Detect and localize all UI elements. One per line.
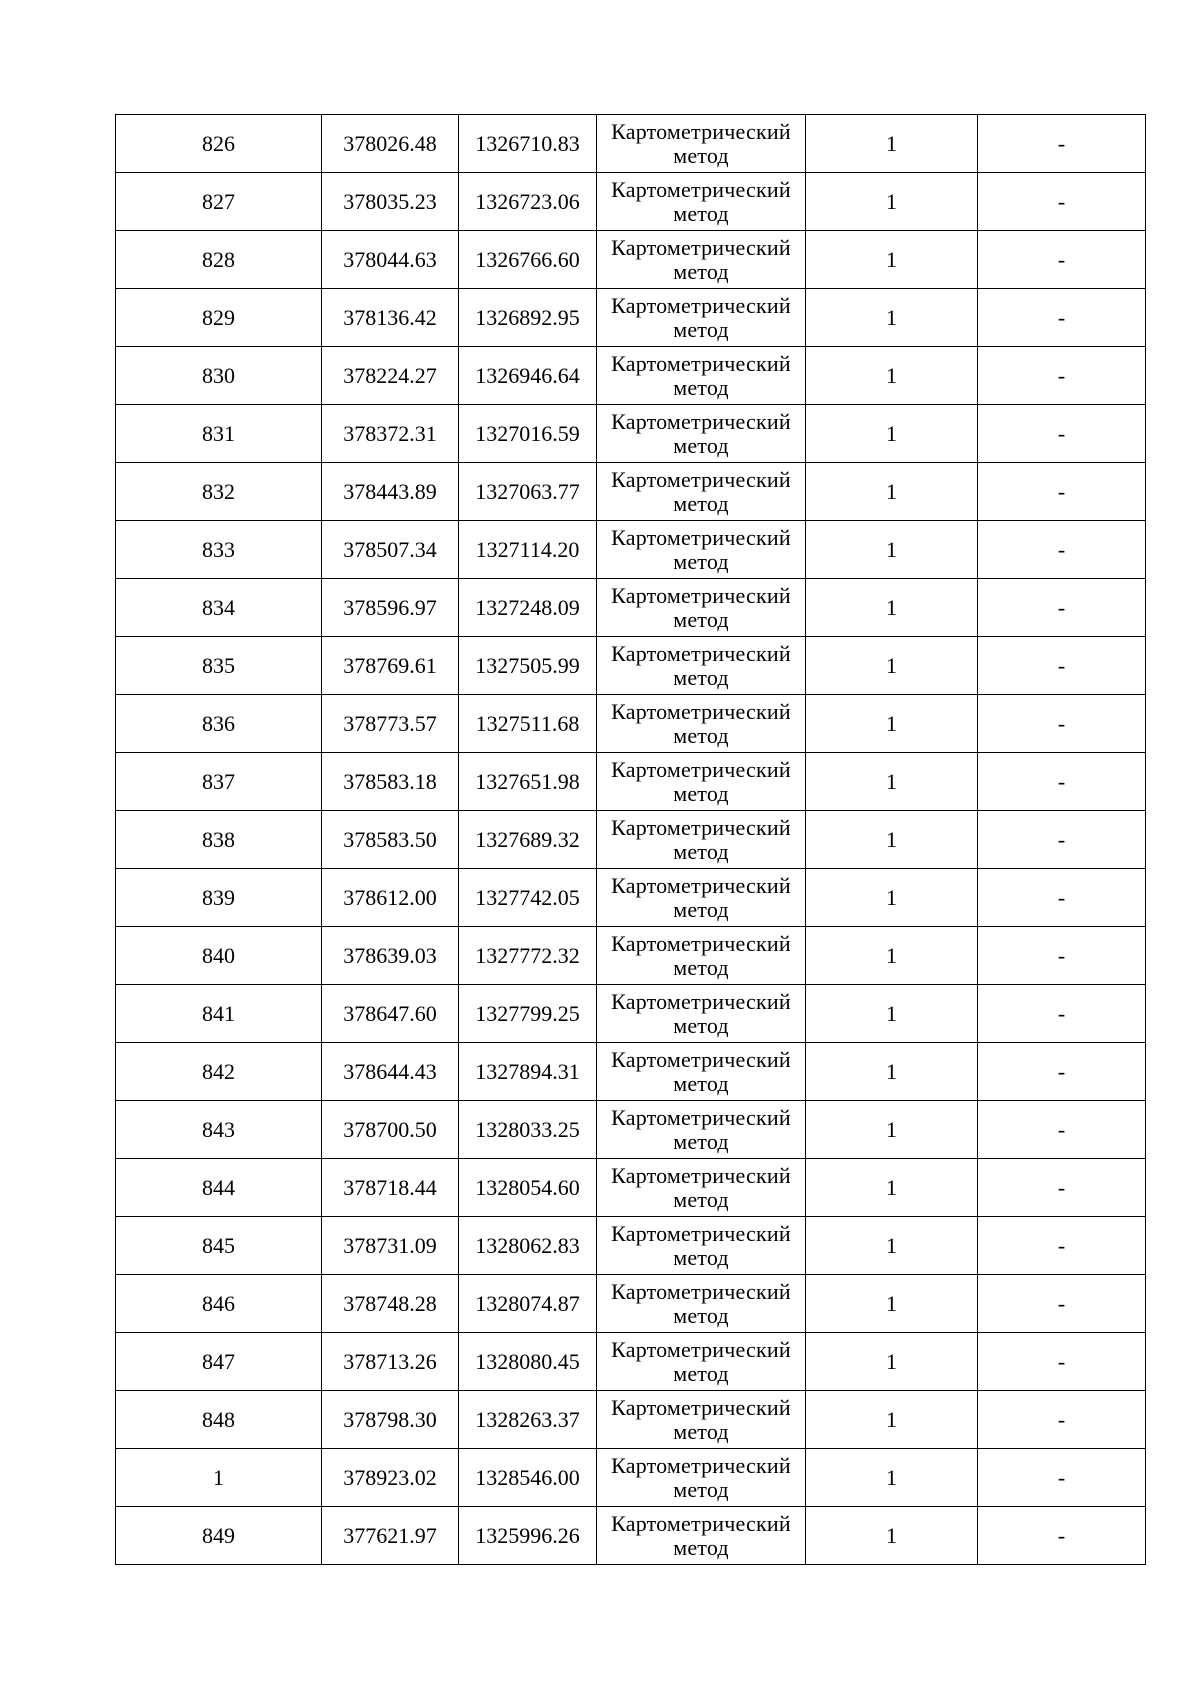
point-number-cell: 846 <box>116 1275 322 1333</box>
table-row <box>116 1333 1146 1391</box>
accuracy-cell: 1 <box>806 1217 978 1275</box>
y-coordinate-cell: 1327742.05 <box>459 869 597 927</box>
y-coordinate-cell: 1328033.25 <box>459 1101 597 1159</box>
method-line-1: Картометрический <box>611 814 791 840</box>
table-row <box>116 1275 1146 1333</box>
y-coordinate-cell: 1327894.31 <box>459 1043 597 1101</box>
point-number-cell: 843 <box>116 1101 322 1159</box>
method-cell <box>597 1275 806 1333</box>
method-cell <box>597 1333 806 1391</box>
point-number-cell: 836 <box>116 695 322 753</box>
method-line-1: Картометрический <box>611 930 791 956</box>
y-coordinate-cell: 1327114.20 <box>459 521 597 579</box>
table-row <box>116 695 1146 753</box>
method-line-1: Картометрический <box>611 872 791 898</box>
table-row <box>116 231 1146 289</box>
accuracy-cell: 1 <box>806 521 978 579</box>
method-line-2: метод <box>673 1244 729 1270</box>
table-row <box>116 521 1146 579</box>
note-cell: - <box>978 1101 1146 1159</box>
method-line-2: метод <box>673 1128 729 1154</box>
x-coordinate-cell: 377621.97 <box>322 1507 459 1565</box>
method-line-1: Картометрический <box>611 1046 791 1072</box>
method-line-2: метод <box>673 722 729 748</box>
note-cell: - <box>978 985 1146 1043</box>
x-coordinate-cell: 378773.57 <box>322 695 459 753</box>
accuracy-cell: 1 <box>806 753 978 811</box>
x-coordinate-cell: 378035.23 <box>322 173 459 231</box>
method-line-1: Картометрический <box>611 524 791 550</box>
method-cell <box>597 1449 806 1507</box>
method-line-1: Картометрический <box>611 1220 791 1246</box>
table-row <box>116 1043 1146 1101</box>
method-line-1: Картометрический <box>611 756 791 782</box>
x-coordinate-cell: 378136.42 <box>322 289 459 347</box>
method-line-1: Картометрический <box>611 292 791 318</box>
accuracy-cell: 1 <box>806 579 978 637</box>
x-coordinate-cell: 378639.03 <box>322 927 459 985</box>
point-number-cell: 826 <box>116 115 322 173</box>
table-row <box>116 637 1146 695</box>
note-cell: - <box>978 753 1146 811</box>
point-number-cell: 835 <box>116 637 322 695</box>
note-cell: - <box>978 579 1146 637</box>
note-cell: - <box>978 1159 1146 1217</box>
point-number-cell: 831 <box>116 405 322 463</box>
table-row <box>116 811 1146 869</box>
method-line-1: Картометрический <box>611 1394 791 1420</box>
method-cell <box>597 695 806 753</box>
method-cell <box>597 1217 806 1275</box>
y-coordinate-cell: 1327689.32 <box>459 811 597 869</box>
table-row <box>116 405 1146 463</box>
table-row <box>116 1507 1146 1565</box>
y-coordinate-cell: 1327016.59 <box>459 405 597 463</box>
method-line-2: метод <box>673 316 729 342</box>
method-cell <box>597 1101 806 1159</box>
note-cell: - <box>978 173 1146 231</box>
table-row <box>116 347 1146 405</box>
point-number-cell: 847 <box>116 1333 322 1391</box>
method-line-1: Картометрический <box>611 640 791 666</box>
table-row <box>116 1101 1146 1159</box>
method-line-1: Картометрический <box>611 1510 791 1536</box>
method-cell <box>597 289 806 347</box>
method-line-1: Картометрический <box>611 582 791 608</box>
y-coordinate-cell: 1327505.99 <box>459 637 597 695</box>
method-line-1: Картометрический <box>611 408 791 434</box>
method-cell <box>597 1159 806 1217</box>
point-number-cell: 848 <box>116 1391 322 1449</box>
note-cell: - <box>978 1507 1146 1565</box>
x-coordinate-cell: 378748.28 <box>322 1275 459 1333</box>
note-cell: - <box>978 231 1146 289</box>
method-cell <box>597 173 806 231</box>
y-coordinate-cell: 1326946.64 <box>459 347 597 405</box>
point-number-cell: 828 <box>116 231 322 289</box>
point-number-cell: 837 <box>116 753 322 811</box>
accuracy-cell: 1 <box>806 115 978 173</box>
point-number-cell: 842 <box>116 1043 322 1101</box>
table-row <box>116 869 1146 927</box>
accuracy-cell: 1 <box>806 347 978 405</box>
method-cell <box>597 405 806 463</box>
table-row <box>116 173 1146 231</box>
x-coordinate-cell: 378224.27 <box>322 347 459 405</box>
accuracy-cell: 1 <box>806 1391 978 1449</box>
accuracy-cell: 1 <box>806 985 978 1043</box>
note-cell: - <box>978 1391 1146 1449</box>
table-row <box>116 463 1146 521</box>
table-row <box>116 1391 1146 1449</box>
note-cell: - <box>978 811 1146 869</box>
accuracy-cell: 1 <box>806 637 978 695</box>
method-cell <box>597 115 806 173</box>
method-line-1: Картометрический <box>611 466 791 492</box>
method-line-2: метод <box>673 954 729 980</box>
note-cell: - <box>978 521 1146 579</box>
note-cell: - <box>978 695 1146 753</box>
y-coordinate-cell: 1326723.06 <box>459 173 597 231</box>
accuracy-cell: 1 <box>806 1333 978 1391</box>
x-coordinate-cell: 378718.44 <box>322 1159 459 1217</box>
method-line-1: Картометрический <box>611 1336 791 1362</box>
y-coordinate-cell: 1327799.25 <box>459 985 597 1043</box>
y-coordinate-cell: 1326766.60 <box>459 231 597 289</box>
note-cell: - <box>978 289 1146 347</box>
point-number-cell: 830 <box>116 347 322 405</box>
accuracy-cell: 1 <box>806 1101 978 1159</box>
note-cell: - <box>978 347 1146 405</box>
y-coordinate-cell: 1326892.95 <box>459 289 597 347</box>
point-number-cell: 832 <box>116 463 322 521</box>
table-row <box>116 927 1146 985</box>
method-line-2: метод <box>673 490 729 516</box>
x-coordinate-cell: 378443.89 <box>322 463 459 521</box>
note-cell: - <box>978 115 1146 173</box>
method-line-1: Картометрический <box>611 1162 791 1188</box>
accuracy-cell: 1 <box>806 463 978 521</box>
point-number-cell: 829 <box>116 289 322 347</box>
table-row <box>116 115 1146 173</box>
y-coordinate-cell: 1328546.00 <box>459 1449 597 1507</box>
y-coordinate-cell: 1328074.87 <box>459 1275 597 1333</box>
x-coordinate-cell: 378731.09 <box>322 1217 459 1275</box>
method-cell <box>597 579 806 637</box>
method-cell <box>597 463 806 521</box>
method-line-2: метод <box>673 896 729 922</box>
accuracy-cell: 1 <box>806 289 978 347</box>
point-number-cell: 845 <box>116 1217 322 1275</box>
x-coordinate-cell: 378644.43 <box>322 1043 459 1101</box>
note-cell: - <box>978 927 1146 985</box>
method-line-2: метод <box>673 432 729 458</box>
method-cell <box>597 231 806 289</box>
y-coordinate-cell: 1326710.83 <box>459 115 597 173</box>
method-line-2: метод <box>673 1534 729 1560</box>
method-line-2: метод <box>673 1012 729 1038</box>
method-cell <box>597 1391 806 1449</box>
table-row <box>116 579 1146 637</box>
point-number-cell: 834 <box>116 579 322 637</box>
accuracy-cell: 1 <box>806 1043 978 1101</box>
table-row <box>116 985 1146 1043</box>
method-line-1: Картометрический <box>611 1104 791 1130</box>
method-cell <box>597 985 806 1043</box>
coordinates-table <box>115 114 1146 1565</box>
y-coordinate-cell: 1328080.45 <box>459 1333 597 1391</box>
x-coordinate-cell: 378713.26 <box>322 1333 459 1391</box>
x-coordinate-cell: 378583.50 <box>322 811 459 869</box>
point-number-cell: 844 <box>116 1159 322 1217</box>
note-cell: - <box>978 1449 1146 1507</box>
accuracy-cell: 1 <box>806 811 978 869</box>
point-number-cell: 838 <box>116 811 322 869</box>
method-line-2: метод <box>673 1476 729 1502</box>
accuracy-cell: 1 <box>806 173 978 231</box>
coordinates-table-body <box>116 115 1146 1565</box>
x-coordinate-cell: 378044.63 <box>322 231 459 289</box>
method-line-2: метод <box>673 1360 729 1386</box>
accuracy-cell: 1 <box>806 1507 978 1565</box>
method-line-2: метод <box>673 838 729 864</box>
point-number-cell: 839 <box>116 869 322 927</box>
x-coordinate-cell: 378596.97 <box>322 579 459 637</box>
note-cell: - <box>978 869 1146 927</box>
accuracy-cell: 1 <box>806 695 978 753</box>
method-line-2: метод <box>673 606 729 632</box>
accuracy-cell: 1 <box>806 1449 978 1507</box>
note-cell: - <box>978 1333 1146 1391</box>
method-line-2: метод <box>673 664 729 690</box>
point-number-cell: 827 <box>116 173 322 231</box>
method-line-2: метод <box>673 374 729 400</box>
y-coordinate-cell: 1328263.37 <box>459 1391 597 1449</box>
method-line-2: метод <box>673 1302 729 1328</box>
accuracy-cell: 1 <box>806 405 978 463</box>
accuracy-cell: 1 <box>806 1275 978 1333</box>
method-line-2: метод <box>673 1186 729 1212</box>
table-row <box>116 1159 1146 1217</box>
method-line-1: Картометрический <box>611 176 791 202</box>
x-coordinate-cell: 378923.02 <box>322 1449 459 1507</box>
method-line-1: Картометрический <box>611 698 791 724</box>
accuracy-cell: 1 <box>806 1159 978 1217</box>
method-line-1: Картометрический <box>611 118 791 144</box>
note-cell: - <box>978 1217 1146 1275</box>
point-number-cell: 840 <box>116 927 322 985</box>
y-coordinate-cell: 1327248.09 <box>459 579 597 637</box>
y-coordinate-cell: 1327772.32 <box>459 927 597 985</box>
note-cell: - <box>978 1043 1146 1101</box>
x-coordinate-cell: 378798.30 <box>322 1391 459 1449</box>
method-line-1: Картометрический <box>611 1278 791 1304</box>
accuracy-cell: 1 <box>806 927 978 985</box>
method-cell <box>597 637 806 695</box>
x-coordinate-cell: 378700.50 <box>322 1101 459 1159</box>
method-cell <box>597 1507 806 1565</box>
method-line-1: Картометрический <box>611 1452 791 1478</box>
accuracy-cell: 1 <box>806 231 978 289</box>
method-line-2: метод <box>673 258 729 284</box>
method-cell <box>597 869 806 927</box>
x-coordinate-cell: 378647.60 <box>322 985 459 1043</box>
x-coordinate-cell: 378769.61 <box>322 637 459 695</box>
table-row <box>116 1217 1146 1275</box>
x-coordinate-cell: 378583.18 <box>322 753 459 811</box>
y-coordinate-cell: 1325996.26 <box>459 1507 597 1565</box>
method-line-1: Картометрический <box>611 350 791 376</box>
method-cell <box>597 347 806 405</box>
x-coordinate-cell: 378507.34 <box>322 521 459 579</box>
method-cell <box>597 521 806 579</box>
table-row <box>116 289 1146 347</box>
method-line-2: метод <box>673 200 729 226</box>
y-coordinate-cell: 1327511.68 <box>459 695 597 753</box>
method-cell <box>597 753 806 811</box>
x-coordinate-cell: 378026.48 <box>322 115 459 173</box>
y-coordinate-cell: 1328054.60 <box>459 1159 597 1217</box>
note-cell: - <box>978 463 1146 521</box>
point-number-cell: 1 <box>116 1449 322 1507</box>
y-coordinate-cell: 1327651.98 <box>459 753 597 811</box>
method-line-2: метод <box>673 1418 729 1444</box>
method-cell <box>597 811 806 869</box>
table-row <box>116 753 1146 811</box>
point-number-cell: 841 <box>116 985 322 1043</box>
method-line-2: метод <box>673 142 729 168</box>
note-cell: - <box>978 405 1146 463</box>
method-line-1: Картометрический <box>611 988 791 1014</box>
method-line-2: метод <box>673 1070 729 1096</box>
x-coordinate-cell: 378372.31 <box>322 405 459 463</box>
note-cell: - <box>978 637 1146 695</box>
method-line-1: Картометрический <box>611 234 791 260</box>
note-cell: - <box>978 1275 1146 1333</box>
point-number-cell: 833 <box>116 521 322 579</box>
method-line-2: метод <box>673 548 729 574</box>
accuracy-cell: 1 <box>806 869 978 927</box>
y-coordinate-cell: 1328062.83 <box>459 1217 597 1275</box>
point-number-cell: 849 <box>116 1507 322 1565</box>
y-coordinate-cell: 1327063.77 <box>459 463 597 521</box>
method-cell <box>597 1043 806 1101</box>
method-line-2: метод <box>673 780 729 806</box>
x-coordinate-cell: 378612.00 <box>322 869 459 927</box>
method-cell <box>597 927 806 985</box>
table-row <box>116 1449 1146 1507</box>
